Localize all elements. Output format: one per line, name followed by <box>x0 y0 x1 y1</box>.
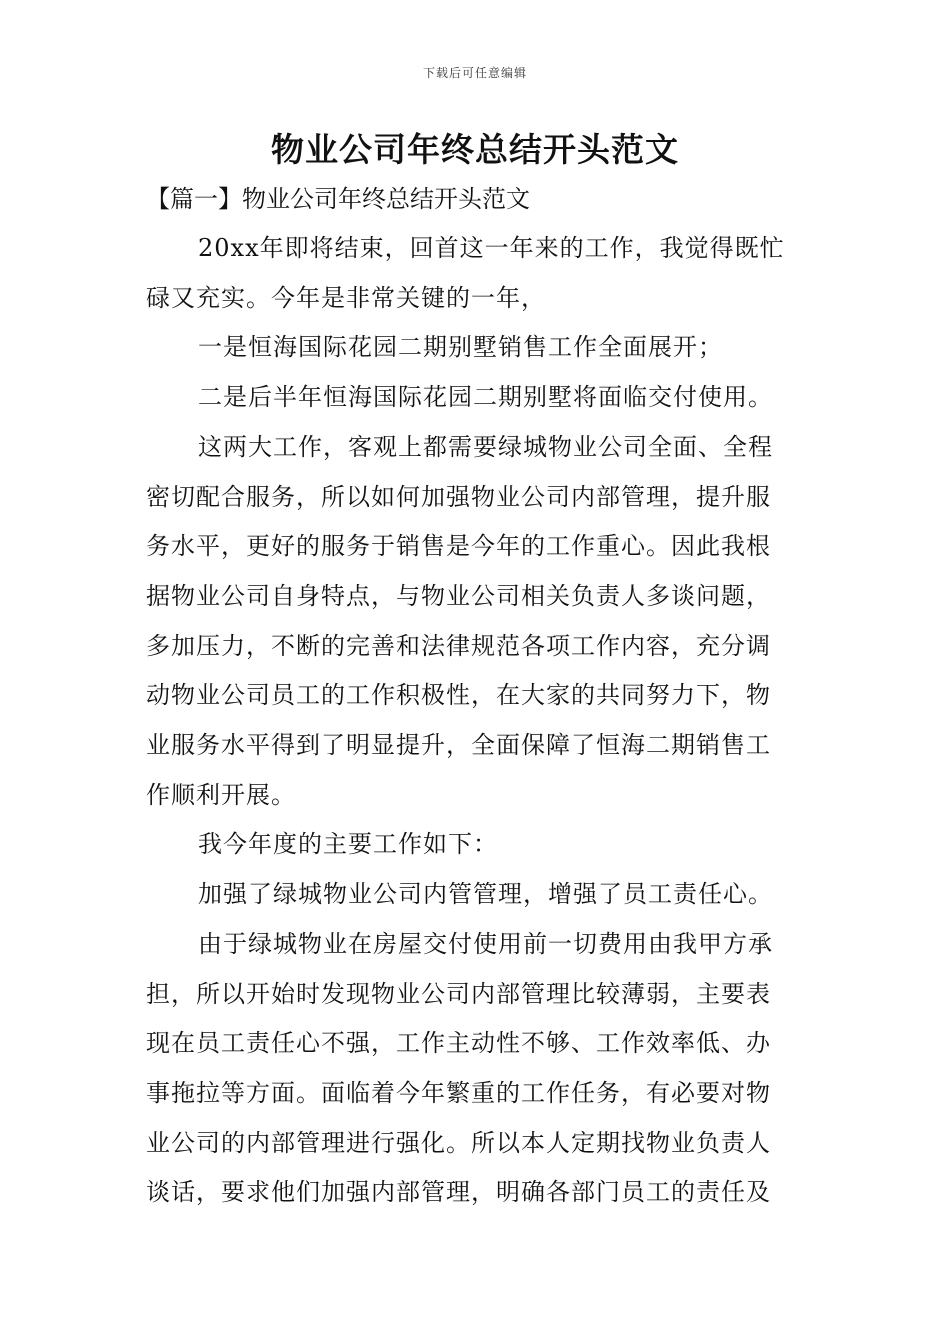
body-line: 谈话，要求他们加强内部管理，明确各部门员工的责任及 <box>146 1178 771 1207</box>
body-line: 动物业公司员工的工作积极性，在大家的共同努力下，物 <box>146 681 771 710</box>
body-line: 20xx年即将结束，回首这一年来的工作，我觉得既忙 <box>198 234 785 262</box>
body-line: 据物业公司自身特点，与物业公司相关负责人多谈问题， <box>146 581 771 610</box>
body-line: 业服务水平得到了明显提升，全面保障了恒海二期销售工 <box>146 731 771 760</box>
body-line: 担，所以开始时发现物业公司内部管理比较薄弱，主要表 <box>146 979 771 1008</box>
body-line: 事拖拉等方面。面临着今年繁重的工作任务，有必要对物 <box>146 1078 771 1107</box>
body-line: 加强了绿城物业公司内管管理，增强了员工责任心。 <box>198 880 773 909</box>
body-line: 密切配合服务，所以如何加强物业公司内部管理，提升服 <box>146 482 771 511</box>
body-line: 多加压力，不断的完善和法律规范各项工作内容，充分调 <box>146 631 771 660</box>
body-line: 业公司的内部管理进行强化。所以本人定期找物业负责人 <box>146 1128 771 1157</box>
body-line: 由于绿城物业在房屋交付使用前一切费用由我甲方承 <box>198 929 773 958</box>
section-heading: 【篇一】物业公司年终总结开头范文 <box>146 185 530 213</box>
body-line: 现在员工责任心不强，工作主动性不够、工作效率低、办 <box>146 1029 771 1058</box>
body-text <box>146 224 808 1218</box>
body-line: 二是后半年恒海国际花园二期别墅将面临交付使用。 <box>198 383 773 412</box>
body-line: 我今年度的主要工作如下： <box>198 830 498 859</box>
body-line: 这两大工作，客观上都需要绿城物业公司全面、全程 <box>198 432 773 461</box>
body-line: 碌又充实。今年是非常关键的一年， <box>146 283 546 312</box>
body-line: 作顺利开展。 <box>146 780 296 809</box>
header-note: 下载后可任意编辑 <box>422 66 527 80</box>
document-title: 物业公司年终总结开头范文 <box>271 130 679 169</box>
body-line: 一是恒海国际花园二期别墅销售工作全面展开； <box>198 333 723 362</box>
body-line: 务水平，更好的服务于销售是今年的工作重心。因此我根 <box>146 532 771 561</box>
